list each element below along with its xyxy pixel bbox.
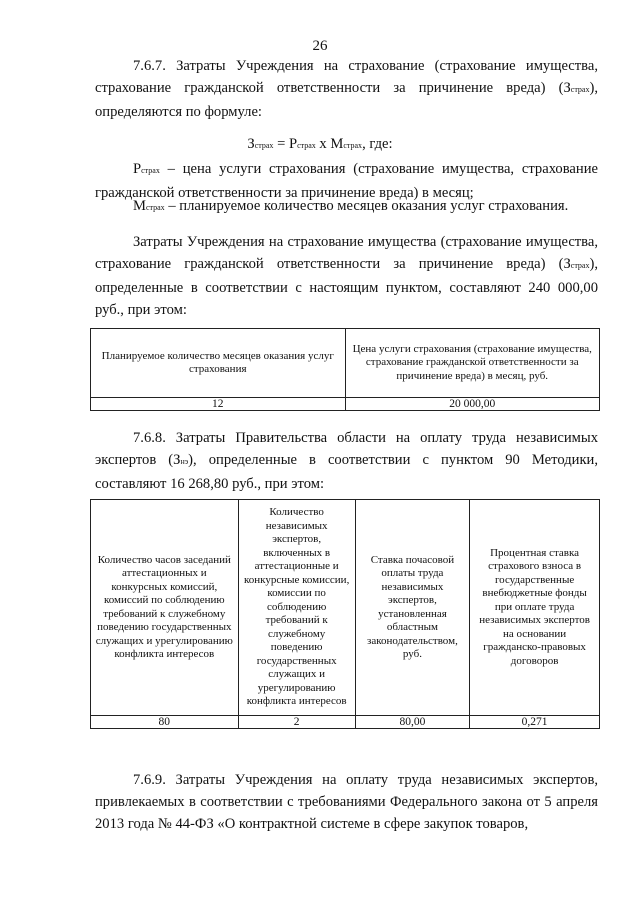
experts-table [90, 499, 600, 729]
table-row [91, 398, 600, 411]
subscript: страх [297, 141, 316, 150]
definition-symbol: М [133, 198, 146, 214]
table-header-cell: Количество часов заседаний аттестационных и конкурсных комиссий, комиссий по соблюдению требований к служебному поведению государственных служащих и урегулированию конфликта интересов [91, 500, 239, 716]
definition-text: – планируемое количество месяцев оказания услуг страхования. [164, 198, 569, 214]
table-cell: 20 000,00 [345, 398, 600, 411]
formula-term: , где: [362, 136, 393, 152]
insurance-table [90, 328, 600, 411]
section-7-6-7-result [95, 231, 598, 321]
table-header-cell: Процентная ставка страхового взноса в государственные внебюджетные фонды при оплате труда независимых экспертов на основании гражданско-правовых договоров [470, 500, 600, 716]
table-row [91, 716, 600, 729]
definition-months [95, 195, 598, 219]
section-7-6-7-intro-text-a: 7.6.7. Затраты Учреждения на страхование (страхование имущества, страхование гражданской ответственности за причинение вреда) (З [95, 58, 598, 96]
section-7-6-8 [95, 427, 598, 495]
section-7-6-8-text-a: 7.6.8. Затраты Правительства области на оплату труда независимых экспертов (З [95, 430, 598, 468]
table-cell: 0,271 [470, 716, 600, 729]
table-header-cell: Ставка почасовой оплаты труда независимых экспертов, установленная областным законодательством, руб. [355, 500, 470, 716]
definition-text: – цена услуги страхования (страхование имущества, страхование гражданской ответственности за причинение вреда) в месяц; [95, 161, 598, 201]
table-header-row [91, 329, 600, 398]
formula [0, 136, 640, 153]
subscript: страх [254, 141, 274, 150]
table-header-row [91, 500, 600, 716]
section-7-6-9: 7.6.9. Затраты Учреждения на оплату труда независимых экспертов, привлекаемых в соответствии с требованиями Федерального закона от 5 апреля 2013 года № 44-ФЗ «О контрактной системе в сфере закупок товаров, [95, 772, 598, 832]
table-cell: 80,00 [355, 716, 470, 729]
subscript: нэ [180, 457, 189, 466]
table-cell: 80 [91, 716, 239, 729]
section-7-6-7-intro-text-b: ), определяются по формуле: [95, 80, 598, 120]
result-text-b: ), определенные в соответствии с настоящим пунктом, составляют 240 000,00 руб., при этом: [95, 256, 598, 318]
section-7-6-7-intro [95, 55, 598, 123]
page-number: 26 [312, 38, 328, 54]
formula-term: З [247, 136, 255, 152]
definition-symbol: Р [133, 161, 142, 177]
result-text-a: Затраты Учреждения на страхование имущества (страхование имущества, страхование гражданской ответственности за причинение вреда) (З [95, 234, 598, 272]
subscript: страх [570, 85, 590, 94]
table-header-cell: Количество независимых экспертов, включенных в аттестационные и конкурсные комиссии, комиссии по соблюдению требований к служебному поведению государственных служащих и урегулированию конфликта интересов [238, 500, 355, 716]
formula-term: = Р [273, 136, 298, 152]
section-7-6-8-text-b: ), определенные в соответствии с пунктом 90 Методики, составляют 16 268,80 руб., при этом: [95, 452, 598, 492]
table-cell: 2 [238, 716, 355, 729]
subscript: страх [343, 141, 363, 150]
subscript: страх [570, 261, 590, 270]
subscript: страх [141, 166, 160, 175]
table-header-cell: Цена услуги страхования (страхование имущества, страхование гражданской ответственности за причинение вреда) в месяц, руб. [345, 329, 600, 398]
table-cell: 12 [91, 398, 346, 411]
table-header-cell: Планируемое количество месяцев оказания услуг страхования [91, 329, 346, 398]
formula-term: x М [315, 136, 344, 152]
subscript: страх [145, 203, 165, 212]
